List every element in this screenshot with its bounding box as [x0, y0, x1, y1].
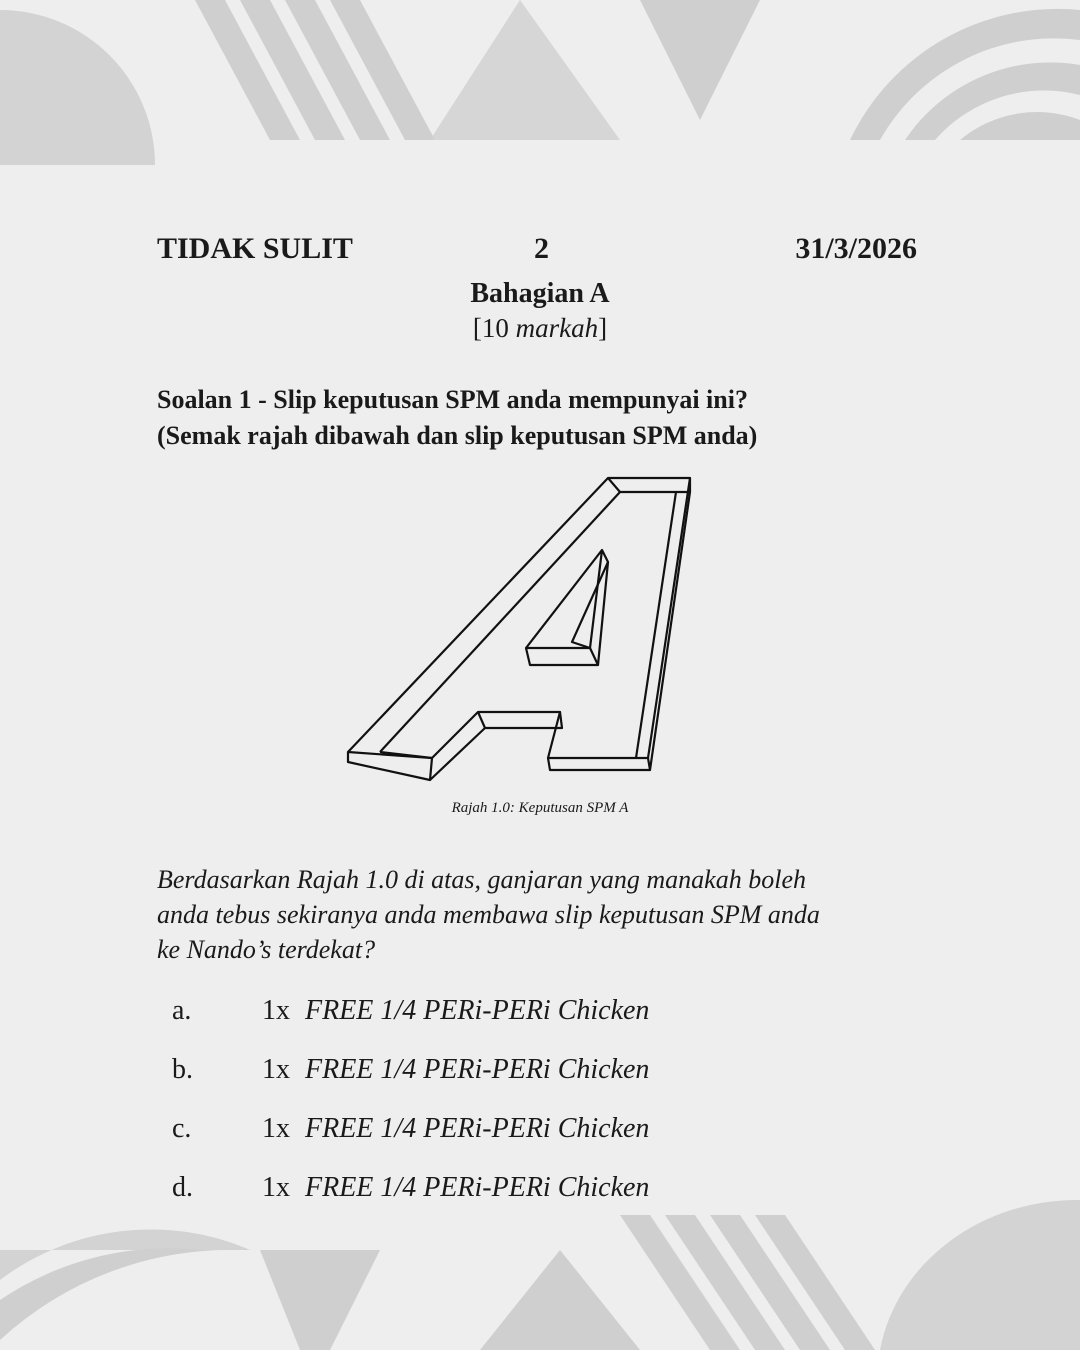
option-letter: b. [172, 1054, 193, 1085]
option-quantity: 1x [262, 1172, 290, 1203]
letter-a-3d-figure [340, 470, 720, 790]
page-header [157, 232, 917, 272]
question-body-line-3: ke Nando’s terdekat? [157, 935, 376, 964]
option-d[interactable] [172, 1172, 872, 1212]
option-letter: c. [172, 1113, 192, 1144]
section-title: Bahagian A [470, 278, 610, 309]
section-marks: [10 markah] [472, 313, 608, 343]
question-body [157, 862, 937, 967]
option-letter: a. [172, 995, 192, 1026]
question-title-line-2: (Semak rajah dibawah dan slip keputusan SPM anda) [157, 421, 758, 450]
classification-label: TIDAK SULIT [157, 232, 353, 265]
page-number: 2 [534, 232, 549, 265]
question-body-line-1: Berdasarkan Rajah 1.0 di atas, ganjaran yang manakah boleh [157, 865, 806, 894]
option-b[interactable] [172, 1054, 872, 1094]
option-quantity: 1x [262, 1113, 290, 1144]
option-a[interactable] [172, 995, 872, 1035]
option-letter: d. [172, 1172, 193, 1203]
option-c[interactable] [172, 1113, 872, 1153]
option-quantity: 1x [262, 995, 290, 1026]
option-text: FREE 1/4 PERi-PERi Chicken [305, 995, 650, 1026]
exam-date: 31/3/2026 [795, 232, 917, 265]
option-quantity: 1x [262, 1054, 290, 1085]
question-body-line-2: anda tebus sekiranya anda membawa slip keputusan SPM anda [157, 900, 820, 929]
question-title [157, 382, 757, 454]
option-text: FREE 1/4 PERi-PERi Chicken [305, 1113, 650, 1144]
figure-caption: Rajah 1.0: Keputusan SPM A [451, 800, 629, 816]
option-text: FREE 1/4 PERi-PERi Chicken [305, 1172, 650, 1203]
question-title-line-1: Soalan 1 - Slip keputusan SPM anda mempunyai ini? [157, 385, 748, 414]
option-text: FREE 1/4 PERi-PERi Chicken [305, 1054, 650, 1085]
